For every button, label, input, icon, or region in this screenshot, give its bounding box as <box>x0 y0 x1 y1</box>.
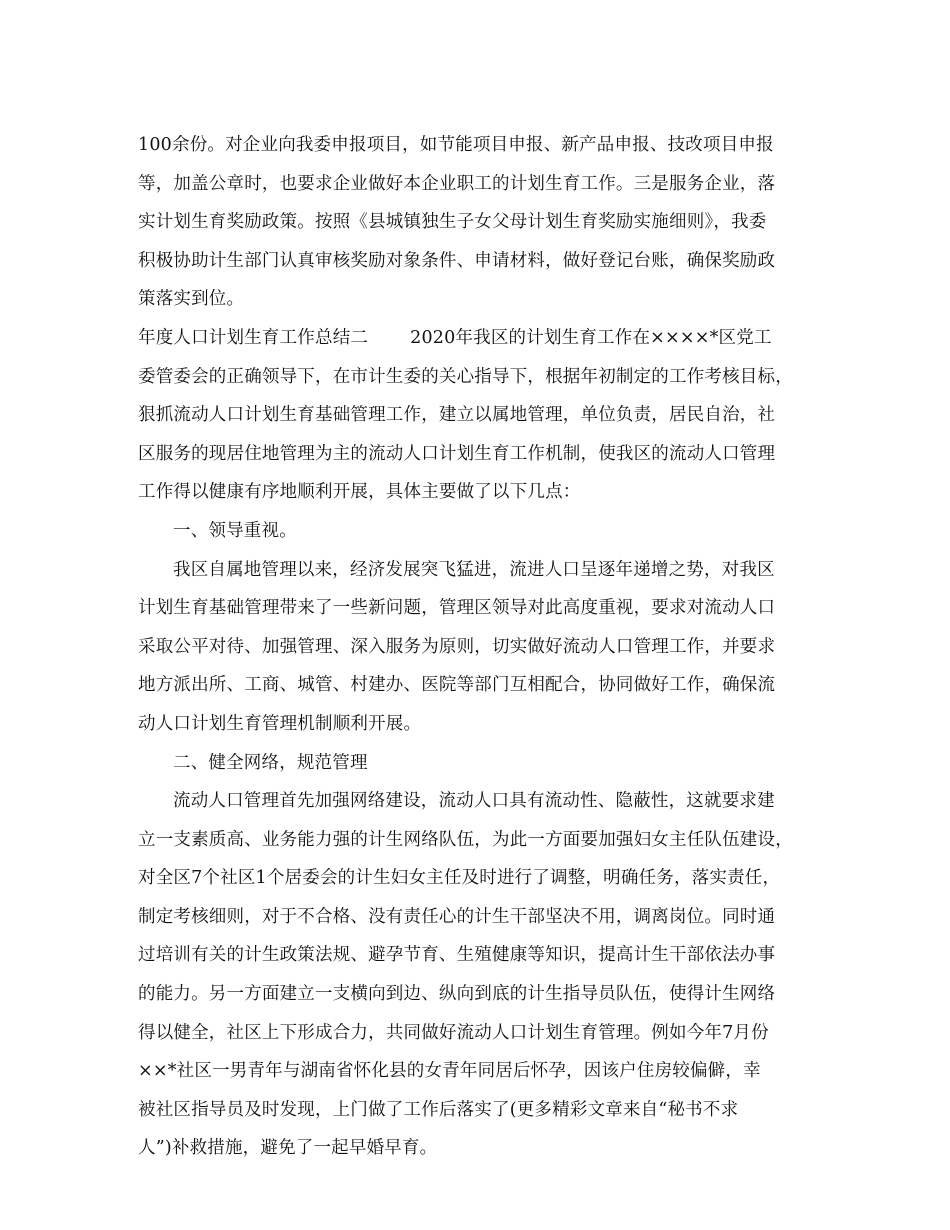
text-line: 策落实到位。 <box>138 289 245 310</box>
text-line: 动人口计划生育管理机制顺利开展。 <box>138 713 422 734</box>
text-line: 得以健全，社区上下形成合力，共同做好流动人口计划生育管理。例如今年7月份 <box>138 1022 769 1043</box>
text-line: 狠抓流动人口计划生育基础管理工作，建立以属地管理，单位负责，居民自治，社 <box>138 405 776 426</box>
text-line: 委管委会的正确领导下，在市计生委的关心指导下，根据年初制定的工作考核目标， <box>138 366 793 387</box>
text-line: 采取公平对待、加强管理、深入服务为原则，切实做好流动人口管理工作，并要求 <box>138 636 776 657</box>
subheading: 一、领导重视。 <box>173 520 297 541</box>
text-line: 立一支素质高、业务能力强的计生网络队伍，为此一方面要加强妇女主任队伍建设， <box>138 829 793 850</box>
text-line: 对全区7个社区1个居委会的计生妇女主任及时进行了调整，明确任务，落实责任， <box>138 868 781 889</box>
text-line: 计划生育基础管理带来了一些新问题，管理区领导对此高度重视，要求对流动人口 <box>138 598 776 619</box>
text-line: 的能力。另一方面建立一支横向到边、纵向到底的计生指导员队伍，使得计生网络 <box>138 984 776 1005</box>
text-line: 工作得以健康有序地顺利开展，具体主要做了以下几点： <box>138 482 581 503</box>
section-title: 年度人口计划生育工作总结二 <box>138 327 369 348</box>
text-line: 被社区指导员及时发现，上门做了工作后落实了(更多精彩文章来自“秘书不求 <box>138 1099 739 1120</box>
text-line: 100余份。对企业向我委申报项目，如节能项目申报、新产品申报、技改项目申报 <box>138 135 774 155</box>
subheading: 二、健全网络，规范管理 <box>173 752 368 773</box>
text-line: 流动人口管理首先加强网络建设，流动人口具有流动性、隐蔽性，这就要求建 <box>173 791 775 812</box>
text-line: 人”)补救措施，避免了一起早婚早育。 <box>138 1138 438 1159</box>
document-body <box>138 126 818 1168</box>
text-line: 实计划生育奖励政策。按照《县城镇独生子女父母计划生育奖励实施细则》，我委 <box>138 212 767 233</box>
text-line: 积极协助计生部门认真审核奖励对象条件、申请材料，做好登记台账，确保奖励政 <box>138 250 776 271</box>
text-line: 我区自属地管理以来，经济发展突飞猛进，流进人口呈逐年递增之势，对我区 <box>173 559 775 580</box>
paragraph-start: 2020年我区的计划生育工作在××××*区党工 <box>410 327 772 348</box>
text-line: 区服务的现居住地管理为主的流动人口计划生育工作机制，使我区的流动人口管理 <box>138 443 776 464</box>
text-line: 制定考核细则，对于不合格、没有责任心的计生干部坚决不用，调离岗位。同时通 <box>138 906 776 927</box>
text-line: 等，加盖公章时，也要求企业做好本企业职工的计划生育工作。三是服务企业，落 <box>138 173 776 194</box>
text-line: 地方派出所、工商、城管、村建办、医院等部门互相配合，协同做好工作，确保流 <box>138 675 776 696</box>
section-title-line <box>138 319 818 358</box>
text-line: 过培训有关的计生政策法规、避孕节育、生殖健康等知识，提高计生干部依法办事 <box>138 945 776 966</box>
text-line: ××*社区一男青年与湖南省怀化县的女青年同居后怀孕，因该户住房较偏僻，幸 <box>138 1061 761 1082</box>
